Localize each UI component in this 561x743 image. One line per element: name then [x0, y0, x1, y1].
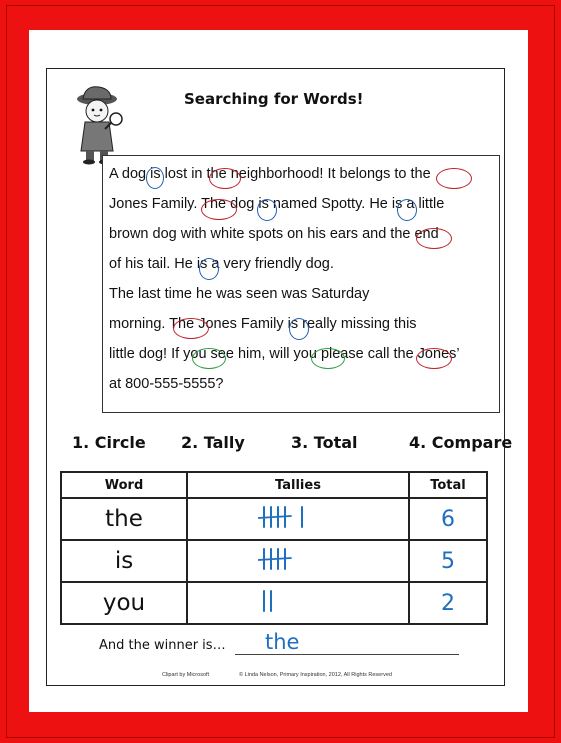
total-cell: 5: [409, 540, 487, 582]
circle-is: [257, 199, 277, 221]
tally-table: [60, 471, 488, 625]
tally-marks: [258, 586, 338, 616]
circle-is: [199, 258, 219, 280]
circle-the: [173, 318, 209, 339]
story-line-6: morning. The Jones Family is really missing this: [109, 316, 417, 332]
circle-the: [436, 168, 472, 189]
story-line-8: at 800-555-5555?: [109, 376, 224, 392]
header-word: Word: [61, 472, 187, 498]
footer-copyright: © Linda Nelson, Primary Inspiration, 2012, All Rights Reserved: [239, 672, 392, 678]
story-line-7: little dog! If you see him, will you please call the Jones’: [109, 346, 460, 362]
header-tallies: Tallies: [187, 472, 409, 498]
circle-the: [416, 348, 452, 369]
story-line-2: Jones Family. The dog is named Spotty. He is a little: [109, 196, 445, 212]
circle-the: [201, 199, 237, 220]
step-total: 3. Total: [291, 433, 358, 452]
footer-clipart-credit: Clipart by Microsoft: [162, 672, 210, 678]
circle-you: [192, 348, 226, 369]
circle-is: [397, 199, 417, 221]
table-row: [61, 498, 487, 540]
story-passage: [102, 155, 500, 413]
story-line-3: brown dog with white spots on his ears and the end: [109, 226, 439, 242]
story-line-4: of his tail. He is a very friendly dog.: [109, 256, 334, 272]
circle-the: [209, 168, 241, 189]
worksheet-title: Searching for Words!: [184, 90, 364, 108]
tally-cell: [187, 582, 409, 624]
table-row: [61, 582, 487, 624]
tally-cell: [187, 498, 409, 540]
table-row: [61, 540, 487, 582]
circle-is: [146, 167, 164, 189]
tally-marks: [258, 502, 338, 532]
word-cell: the: [61, 498, 187, 540]
winner-answer: the: [265, 630, 300, 654]
tally-cell: [187, 540, 409, 582]
winner-answer-line: [235, 654, 459, 655]
detective-clipart-icon: [67, 85, 129, 165]
step-tally: 2. Tally: [181, 433, 245, 452]
word-cell: is: [61, 540, 187, 582]
circle-the: [416, 228, 452, 249]
word-cell: you: [61, 582, 187, 624]
circle-is: [289, 318, 309, 340]
header-total: Total: [409, 472, 487, 498]
story-line-1: A dog is lost in the neighborhood! It belongs to the: [109, 166, 431, 182]
circle-you: [311, 348, 345, 369]
step-circle: 1. Circle: [72, 433, 146, 452]
step-compare: 4. Compare: [409, 433, 513, 452]
total-cell: 6: [409, 498, 487, 540]
total-cell: 2: [409, 582, 487, 624]
tally-cross-stroke: [258, 558, 291, 560]
tally-marks: [258, 544, 338, 574]
winner-prompt: And the winner is…: [99, 638, 226, 653]
story-line-5: The last time he was seen was Saturday: [109, 286, 370, 302]
tally-cross-stroke: [258, 516, 291, 518]
tally-table-header: [61, 472, 487, 498]
worksheet-page: [29, 30, 528, 712]
